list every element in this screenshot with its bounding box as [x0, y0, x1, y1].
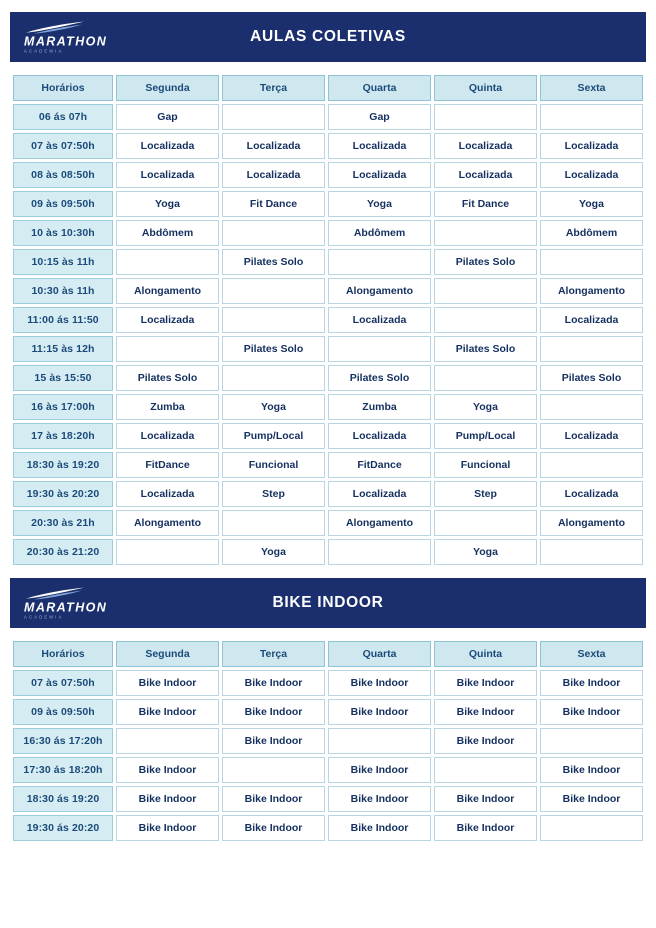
table-row — [13, 699, 643, 725]
class-cell: Localizada — [116, 133, 219, 159]
class-cell: Yoga — [328, 191, 431, 217]
time-label: 15 às 15:50 — [13, 365, 113, 391]
time-label: 17:30 ás 18:20h — [13, 757, 113, 783]
class-cell — [222, 757, 325, 783]
class-cell — [540, 336, 643, 362]
class-cell: Alongamento — [116, 278, 219, 304]
class-cell: Gap — [116, 104, 219, 130]
class-cell: Bike Indoor — [116, 757, 219, 783]
brand-subtitle: ACADEMIA — [24, 48, 64, 54]
class-cell — [328, 539, 431, 565]
table-aulas-coletivas — [10, 72, 646, 568]
class-cell: FitDance — [328, 452, 431, 478]
time-label: 10:30 às 11h — [13, 278, 113, 304]
class-cell: Localizada — [434, 162, 537, 188]
table-row — [13, 481, 643, 507]
time-label: 19:30 às 20:20 — [13, 481, 113, 507]
class-cell: Localizada — [434, 133, 537, 159]
table-row — [13, 510, 643, 536]
table-bike-indoor — [10, 638, 646, 844]
class-cell: Abdômem — [328, 220, 431, 246]
table-row — [13, 539, 643, 565]
table-row — [13, 423, 643, 449]
time-label: 09 às 09:50h — [13, 191, 113, 217]
table-row — [13, 278, 643, 304]
time-label: 09 às 09:50h — [13, 699, 113, 725]
class-cell: Bike Indoor — [328, 670, 431, 696]
table-row — [13, 307, 643, 333]
class-cell — [540, 539, 643, 565]
table-row — [13, 220, 643, 246]
column-header-terca: Terça — [222, 641, 325, 667]
time-label: 19:30 ás 20:20 — [13, 815, 113, 841]
class-cell: Yoga — [540, 191, 643, 217]
class-cell: Bike Indoor — [328, 815, 431, 841]
class-cell — [328, 728, 431, 754]
class-cell: Bike Indoor — [540, 786, 643, 812]
class-cell: Step — [434, 481, 537, 507]
class-cell: Alongamento — [540, 510, 643, 536]
class-cell: Abdômem — [116, 220, 219, 246]
class-cell: Bike Indoor — [434, 670, 537, 696]
class-cell — [434, 220, 537, 246]
time-label: 16:30 ás 17:20h — [13, 728, 113, 754]
class-cell: Yoga — [222, 394, 325, 420]
time-label: 16 às 17:00h — [13, 394, 113, 420]
class-cell: Localizada — [116, 307, 219, 333]
class-cell: Bike Indoor — [222, 815, 325, 841]
class-cell: Localizada — [540, 133, 643, 159]
class-cell: Bike Indoor — [222, 699, 325, 725]
class-cell: Bike Indoor — [540, 670, 643, 696]
class-cell — [434, 510, 537, 536]
section-title: BIKE INDOOR — [272, 594, 384, 611]
class-cell: Localizada — [540, 162, 643, 188]
class-cell: Pilates Solo — [434, 249, 537, 275]
time-label: 20:30 às 21:20 — [13, 539, 113, 565]
class-cell: Localizada — [328, 307, 431, 333]
class-cell — [328, 249, 431, 275]
class-cell: Pilates Solo — [222, 249, 325, 275]
class-cell: FitDance — [116, 452, 219, 478]
class-cell: Yoga — [116, 191, 219, 217]
table-row — [13, 365, 643, 391]
table-header-row — [13, 75, 643, 101]
class-cell — [434, 757, 537, 783]
class-cell: Alongamento — [540, 278, 643, 304]
class-cell — [540, 452, 643, 478]
class-cell: Alongamento — [328, 510, 431, 536]
class-cell: Step — [222, 481, 325, 507]
class-cell: Localizada — [116, 481, 219, 507]
class-cell — [540, 104, 643, 130]
class-cell: Bike Indoor — [434, 786, 537, 812]
time-label: 20:30 às 21h — [13, 510, 113, 536]
class-cell: Alongamento — [328, 278, 431, 304]
class-cell — [328, 336, 431, 362]
time-label: 18:30 às 19:20 — [13, 452, 113, 478]
class-cell — [222, 510, 325, 536]
class-cell — [116, 728, 219, 754]
class-cell: Bike Indoor — [222, 670, 325, 696]
class-cell: Fit Dance — [434, 191, 537, 217]
table-header-row — [13, 641, 643, 667]
table-row — [13, 394, 643, 420]
class-cell: Bike Indoor — [222, 786, 325, 812]
class-cell: Abdômem — [540, 220, 643, 246]
class-cell: Localizada — [328, 162, 431, 188]
class-cell: Pilates Solo — [116, 365, 219, 391]
table-row — [13, 452, 643, 478]
table-row — [13, 133, 643, 159]
class-cell: Bike Indoor — [116, 670, 219, 696]
column-header-quarta: Quarta — [328, 75, 431, 101]
class-cell — [540, 728, 643, 754]
table-row — [13, 757, 643, 783]
class-cell: Fit Dance — [222, 191, 325, 217]
class-cell: Bike Indoor — [116, 699, 219, 725]
time-label: 07 às 07:50h — [13, 670, 113, 696]
class-cell: Localizada — [540, 481, 643, 507]
class-cell: Yoga — [434, 394, 537, 420]
class-cell: Bike Indoor — [434, 699, 537, 725]
column-header-segunda: Segunda — [116, 75, 219, 101]
table-row — [13, 815, 643, 841]
class-cell — [222, 365, 325, 391]
time-label: 08 às 08:50h — [13, 162, 113, 188]
class-cell: Pump/Local — [434, 423, 537, 449]
class-cell: Yoga — [222, 539, 325, 565]
section-banner-bike-indoor — [10, 578, 646, 628]
class-cell — [434, 278, 537, 304]
column-header-terca: Terça — [222, 75, 325, 101]
class-cell: Gap — [328, 104, 431, 130]
column-header-sexta: Sexta — [540, 641, 643, 667]
brand-subtitle: ACADEMIA — [24, 614, 64, 620]
class-cell: Zumba — [116, 394, 219, 420]
class-cell — [222, 220, 325, 246]
class-cell: Alongamento — [116, 510, 219, 536]
class-cell: Localizada — [328, 481, 431, 507]
class-cell — [116, 539, 219, 565]
class-cell — [222, 278, 325, 304]
class-cell: Localizada — [116, 423, 219, 449]
table-row — [13, 249, 643, 275]
swoosh-icon — [24, 587, 86, 601]
column-header-quinta: Quinta — [434, 641, 537, 667]
class-cell: Pilates Solo — [434, 336, 537, 362]
section-title: AULAS COLETIVAS — [250, 28, 406, 45]
time-label: 07 às 07:50h — [13, 133, 113, 159]
brand-logo — [24, 21, 107, 54]
table-row — [13, 104, 643, 130]
class-cell — [222, 104, 325, 130]
class-cell: Zumba — [328, 394, 431, 420]
time-label: 06 ás 07h — [13, 104, 113, 130]
table-row — [13, 728, 643, 754]
column-header-sexta: Sexta — [540, 75, 643, 101]
class-cell: Localizada — [540, 307, 643, 333]
class-cell — [434, 307, 537, 333]
class-cell: Bike Indoor — [328, 699, 431, 725]
class-cell — [540, 394, 643, 420]
class-cell: Localizada — [328, 133, 431, 159]
class-cell — [222, 307, 325, 333]
brand-logo — [24, 587, 107, 620]
class-cell: Localizada — [222, 162, 325, 188]
class-cell: Localizada — [116, 162, 219, 188]
brand-name: MARATHON — [24, 600, 108, 615]
class-cell: Funcional — [222, 452, 325, 478]
class-cell: Pilates Solo — [540, 365, 643, 391]
class-cell: Localizada — [540, 423, 643, 449]
class-cell: Bike Indoor — [434, 815, 537, 841]
class-cell: Pump/Local — [222, 423, 325, 449]
class-cell: Localizada — [222, 133, 325, 159]
column-header-segunda: Segunda — [116, 641, 219, 667]
class-cell: Bike Indoor — [116, 815, 219, 841]
time-label: 18:30 ás 19:20 — [13, 786, 113, 812]
class-cell: Pilates Solo — [328, 365, 431, 391]
time-label: 10:15 às 11h — [13, 249, 113, 275]
column-header-horarios: Horários — [13, 641, 113, 667]
time-label: 11:00 ás 11:50 — [13, 307, 113, 333]
class-cell: Bike Indoor — [116, 786, 219, 812]
table-row — [13, 670, 643, 696]
table-row — [13, 191, 643, 217]
class-cell — [540, 249, 643, 275]
table-row — [13, 786, 643, 812]
class-cell: Bike Indoor — [328, 786, 431, 812]
section-banner-aulas-coletivas — [10, 12, 646, 62]
class-cell: Bike Indoor — [222, 728, 325, 754]
table-row — [13, 336, 643, 362]
class-cell: Yoga — [434, 539, 537, 565]
column-header-quinta: Quinta — [434, 75, 537, 101]
class-cell: Bike Indoor — [540, 699, 643, 725]
time-label: 10 às 10:30h — [13, 220, 113, 246]
brand-name: MARATHON — [24, 34, 108, 49]
table-row — [13, 162, 643, 188]
class-cell — [116, 336, 219, 362]
class-cell — [434, 365, 537, 391]
class-cell — [116, 249, 219, 275]
class-cell: Bike Indoor — [540, 757, 643, 783]
class-cell: Pilates Solo — [222, 336, 325, 362]
class-cell: Bike Indoor — [434, 728, 537, 754]
class-cell — [434, 104, 537, 130]
class-cell — [540, 815, 643, 841]
swoosh-icon — [24, 21, 86, 35]
column-header-horarios: Horários — [13, 75, 113, 101]
time-label: 17 às 18:20h — [13, 423, 113, 449]
time-label: 11:15 às 12h — [13, 336, 113, 362]
class-cell: Localizada — [328, 423, 431, 449]
class-cell: Funcional — [434, 452, 537, 478]
column-header-quarta: Quarta — [328, 641, 431, 667]
class-cell: Bike Indoor — [328, 757, 431, 783]
